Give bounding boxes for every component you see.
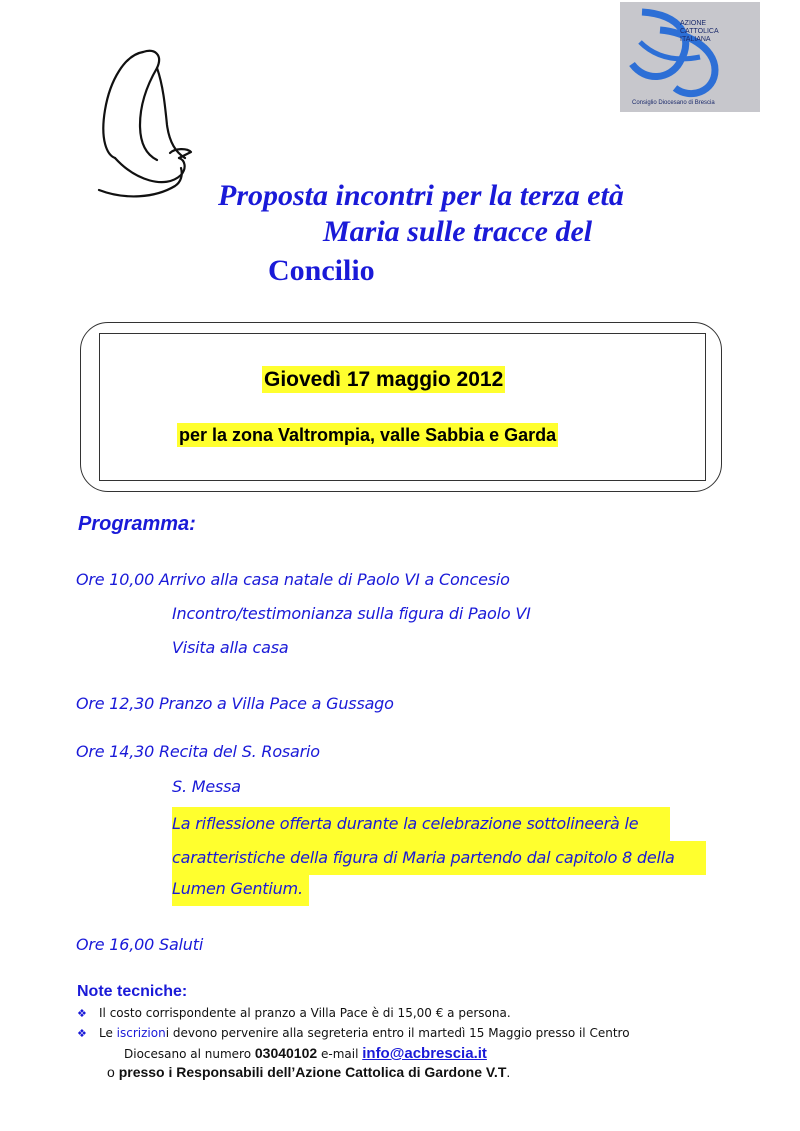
azione-cattolica-logo — [620, 2, 760, 112]
event-date: Giovedì 17 maggio 2012 — [264, 368, 504, 391]
title-line-3: Concilio — [268, 254, 375, 287]
logo-mark-icon — [620, 2, 760, 112]
diamond-bullet-icon: ❖ — [77, 1027, 87, 1040]
note-text-bold: presso i Responsabili dell’Azione Cattolica di Gardone V.T — [118, 1064, 507, 1080]
note-text: Il costo corrispondente al pranzo a Villa Pace è di 15,00 € a persona. — [99, 1006, 511, 1020]
note-text: . — [506, 1064, 511, 1080]
logo-footer: Consiglio Diocesano di Brescia — [632, 100, 715, 106]
program-line: Incontro/testimonianza sulla figura di Paolo VI — [172, 604, 531, 623]
program-line-highlighted: La riflessione offerta durante la celebrazione sottolineerà le — [172, 807, 670, 841]
program-line: Ore 10,00 Arrivo alla casa natale di Paolo VI a Concesio — [76, 570, 510, 589]
madonna-drawing-icon — [95, 40, 205, 200]
program-line: Ore 14,30 Recita del S. Rosario — [76, 742, 320, 761]
logo-line-2: CATTOLICA — [680, 28, 719, 35]
logo-line-3: ITALIANA — [680, 36, 711, 43]
notes-heading: Note tecniche: — [77, 983, 188, 1000]
logo-text — [680, 20, 719, 44]
note-text-highlight: iscrizion — [116, 1026, 166, 1040]
note-text: i devono pervenire alla segreteria entro il martedì 15 Maggio presso il Centro — [165, 1026, 630, 1040]
program-line-highlighted: Lumen Gentium. — [172, 875, 309, 906]
note-text: Le — [99, 1026, 117, 1040]
note-item-contact — [124, 1044, 487, 1063]
note-item-responsabili — [107, 1063, 510, 1081]
program-line: Ore 12,30 Pranzo a Villa Pace a Gussago — [76, 694, 394, 713]
logo-line-1: AZIONE — [680, 20, 707, 27]
phone-number: 03040102 — [254, 1045, 318, 1061]
note-item-registration — [77, 1024, 630, 1043]
email-link[interactable]: info@acbrescia.it — [362, 1045, 487, 1062]
title-line-1: Proposta incontri per la terza età — [218, 179, 624, 212]
note-text: e-mail — [317, 1047, 363, 1061]
program-line: Visita alla casa — [172, 638, 289, 657]
event-zone: per la zona Valtrompia, valle Sabbia e Garda — [179, 425, 557, 445]
program-line-highlighted: caratteristiche della figura di Maria partendo dal capitolo 8 della — [172, 841, 706, 875]
note-text: Diocesano al numero — [124, 1047, 255, 1061]
program-heading: Programma: — [78, 513, 196, 535]
event-box-inner — [99, 333, 706, 481]
note-item-cost — [77, 1004, 511, 1023]
title-line-2: Maria sulle tracce del — [323, 215, 593, 248]
program-line: Ore 16,00 Saluti — [76, 935, 204, 954]
note-text: o — [107, 1064, 119, 1080]
program-line: S. Messa — [172, 777, 241, 796]
diamond-bullet-icon: ❖ — [77, 1007, 87, 1020]
